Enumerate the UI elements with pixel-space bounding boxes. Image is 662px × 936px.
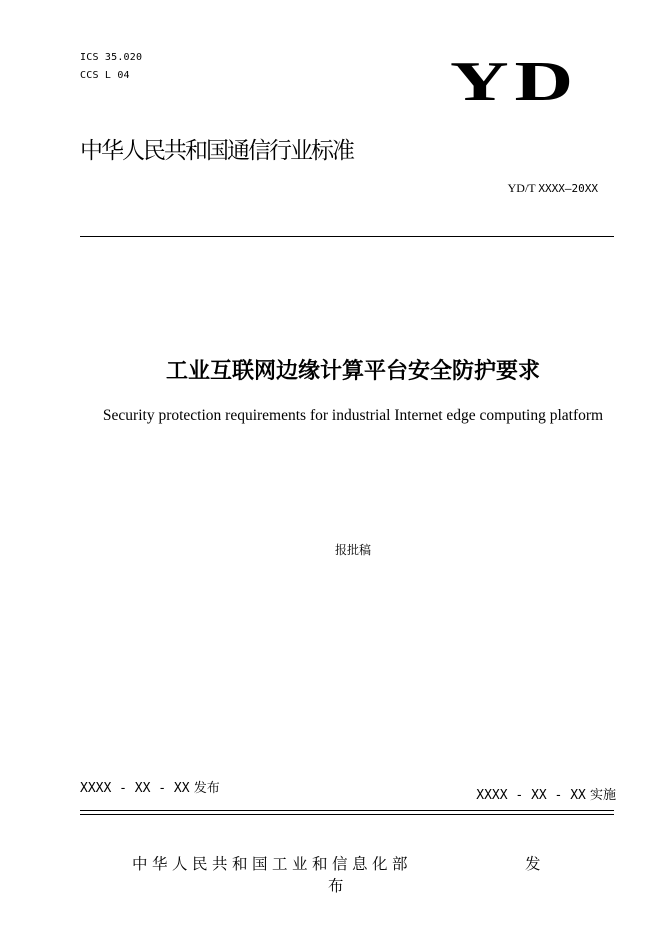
document-title-english: Security protection requirements for industrial Internet edge computing platform — [102, 407, 604, 424]
footer-divider-top — [80, 810, 614, 811]
issuing-authority: 中华人民共和国工业和信息化部 — [132, 855, 413, 873]
issue-date-value: XXXX - XX - XX — [80, 781, 190, 796]
implementation-date-value: XXXX - XX - XX — [476, 788, 586, 803]
standard-number-prefix: YD/T — [507, 181, 539, 195]
footer-divider-bottom — [80, 814, 614, 815]
draft-status: 报批稿 — [334, 543, 371, 557]
implementation-date-label: 实施 — [585, 788, 616, 803]
issue-date — [80, 777, 220, 796]
issue-label-char-2: 布 — [328, 877, 344, 895]
header-divider — [80, 236, 614, 237]
ccs-code: CCS L 04 — [80, 70, 130, 81]
organization-title: 中华人民共和国通信行业标准 — [80, 138, 353, 164]
implementation-date — [476, 784, 616, 803]
ics-code: ICS 35.020 — [80, 52, 143, 63]
yd-logo: YD — [450, 51, 579, 113]
standard-number-value: XXXX—20XX — [538, 182, 598, 195]
document-title-chinese: 工业互联网边缘计算平台安全防护要求 — [165, 359, 540, 384]
standard-number — [508, 181, 598, 196]
issue-label-char-1: 发 — [525, 855, 541, 873]
issue-date-label: 发布 — [189, 781, 220, 796]
